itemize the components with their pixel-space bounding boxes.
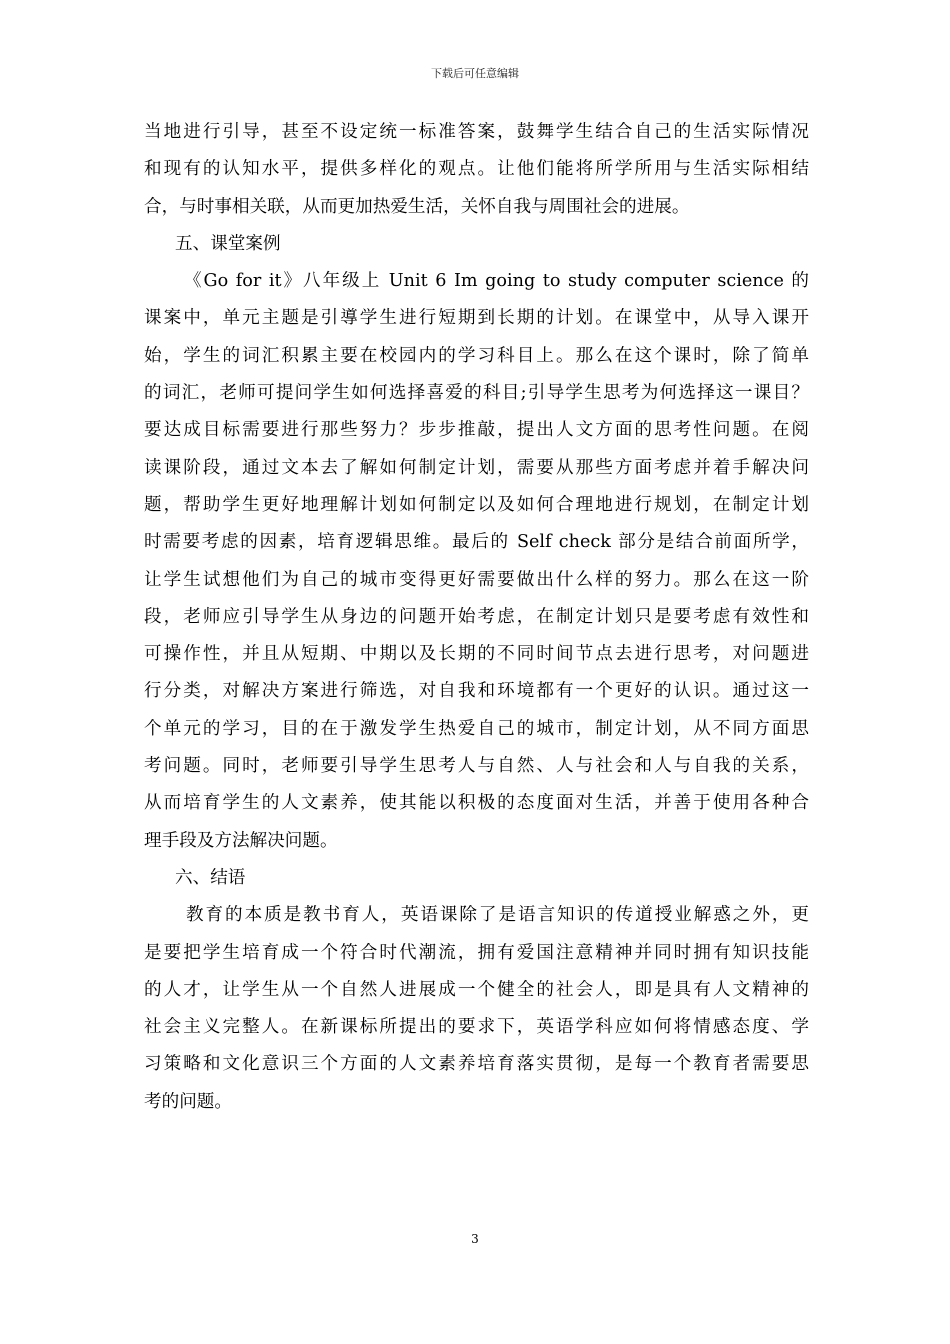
paragraph-line: 合，与时事相关联，从而更加热爱生活，关怀自我与周围社会的进展。	[144, 196, 690, 217]
section-heading: 六、结语	[175, 867, 246, 888]
paragraph-line: 段，老师应引导学生从身边的问题开始考虑，在制定计划只是要考虑有效性和	[144, 606, 809, 627]
paragraph-line: 始，学生的词汇积累主要在校园内的学习科目上。那么在这个课时，除了简单	[144, 345, 809, 366]
paragraph-line: 课案中，单元主题是引導学生进行短期到长期的计划。在课堂中，从导入课开	[144, 308, 809, 329]
section-6	[144, 860, 809, 1121]
paragraph-line: 要达成目标需要进行那些努力？步步推敲，提出人文方面的思考性问题。在阅	[144, 420, 809, 441]
page-number: 3	[471, 1232, 479, 1246]
section-5	[144, 226, 809, 860]
paragraph-line: 和现有的认知水平，提供多样化的观点。让他们能将所学所用与生活实际相结	[144, 159, 809, 180]
page-header: 下载后可任意编辑	[431, 67, 519, 80]
paragraph-line: 教育的本质是教书育人，英语课除了是语言知识的传道授业解惑之外，更	[186, 905, 809, 926]
section-4-tail	[144, 114, 809, 226]
paragraph-line: 是要把学生培育成一个符合时代潮流，拥有爱国注意精神并同时拥有知识技能	[144, 942, 809, 963]
paragraph-line: 行分类，对解决方案进行筛选，对自我和环境都有一个更好的认识。通过这一	[144, 681, 809, 702]
paragraph-line: 考的问题。	[144, 1091, 232, 1112]
paragraph-line: 读课阶段，通过文本去了解如何制定计划，需要从那些方面考虑并着手解决问	[144, 457, 809, 478]
paragraph-line: 可操作性，并且从短期、中期以及长期的不同时间节点去进行思考，对问题进	[144, 644, 809, 665]
paragraph-line: 题，帮助学生更好地理解计划如何制定以及如何合理地进行规划，在制定计划	[144, 494, 809, 515]
paragraph-line: 时需要考虑的因素，培育逻辑思维。最后的 Self check 部分是结合前面所学，	[144, 532, 809, 553]
section-heading: 五、课堂案例	[175, 233, 281, 254]
paragraph-line: 习策略和文化意识三个方面的人文素养培育落实贯彻，是每一个教育者需要思	[144, 1054, 809, 1075]
paragraph-line: 理手段及方法解决问题。	[144, 830, 338, 851]
paragraph-line: 《Go for it》八年级上 Unit 6 Im going to study computer science 的	[184, 271, 809, 292]
paragraph-line: 的词汇，老师可提问学生如何选择喜爱的科目;引导学生思考为何选择这一课目？	[144, 383, 809, 404]
paragraph-line: 个单元的学习，目的在于激发学生热爱自己的城市，制定计划，从不同方面思	[144, 718, 809, 739]
paragraph-line: 当地进行引导，甚至不设定统一标准答案，鼓舞学生结合自己的生活实际情况	[144, 122, 809, 142]
paragraph-line: 让学生试想他们为自己的城市变得更好需要做出什么样的努力。那么在这一阶	[144, 569, 809, 590]
paragraph-line: 考问题。同时，老师要引导学生思考人与自然、人与社会和人与自我的关系，	[144, 756, 809, 777]
document-body	[144, 114, 809, 1121]
paragraph-line: 的人才，让学生从一个自然人进展成一个健全的社会人，即是具有人文精神的	[144, 979, 809, 1000]
paragraph-line: 社会主义完整人。在新课标所提出的要求下，英语学科应如何将情感态度、学	[144, 1017, 809, 1038]
paragraph-line: 从而培育学生的人文素养，使其能以积极的态度面对生活，并善于使用各种合	[144, 793, 809, 814]
